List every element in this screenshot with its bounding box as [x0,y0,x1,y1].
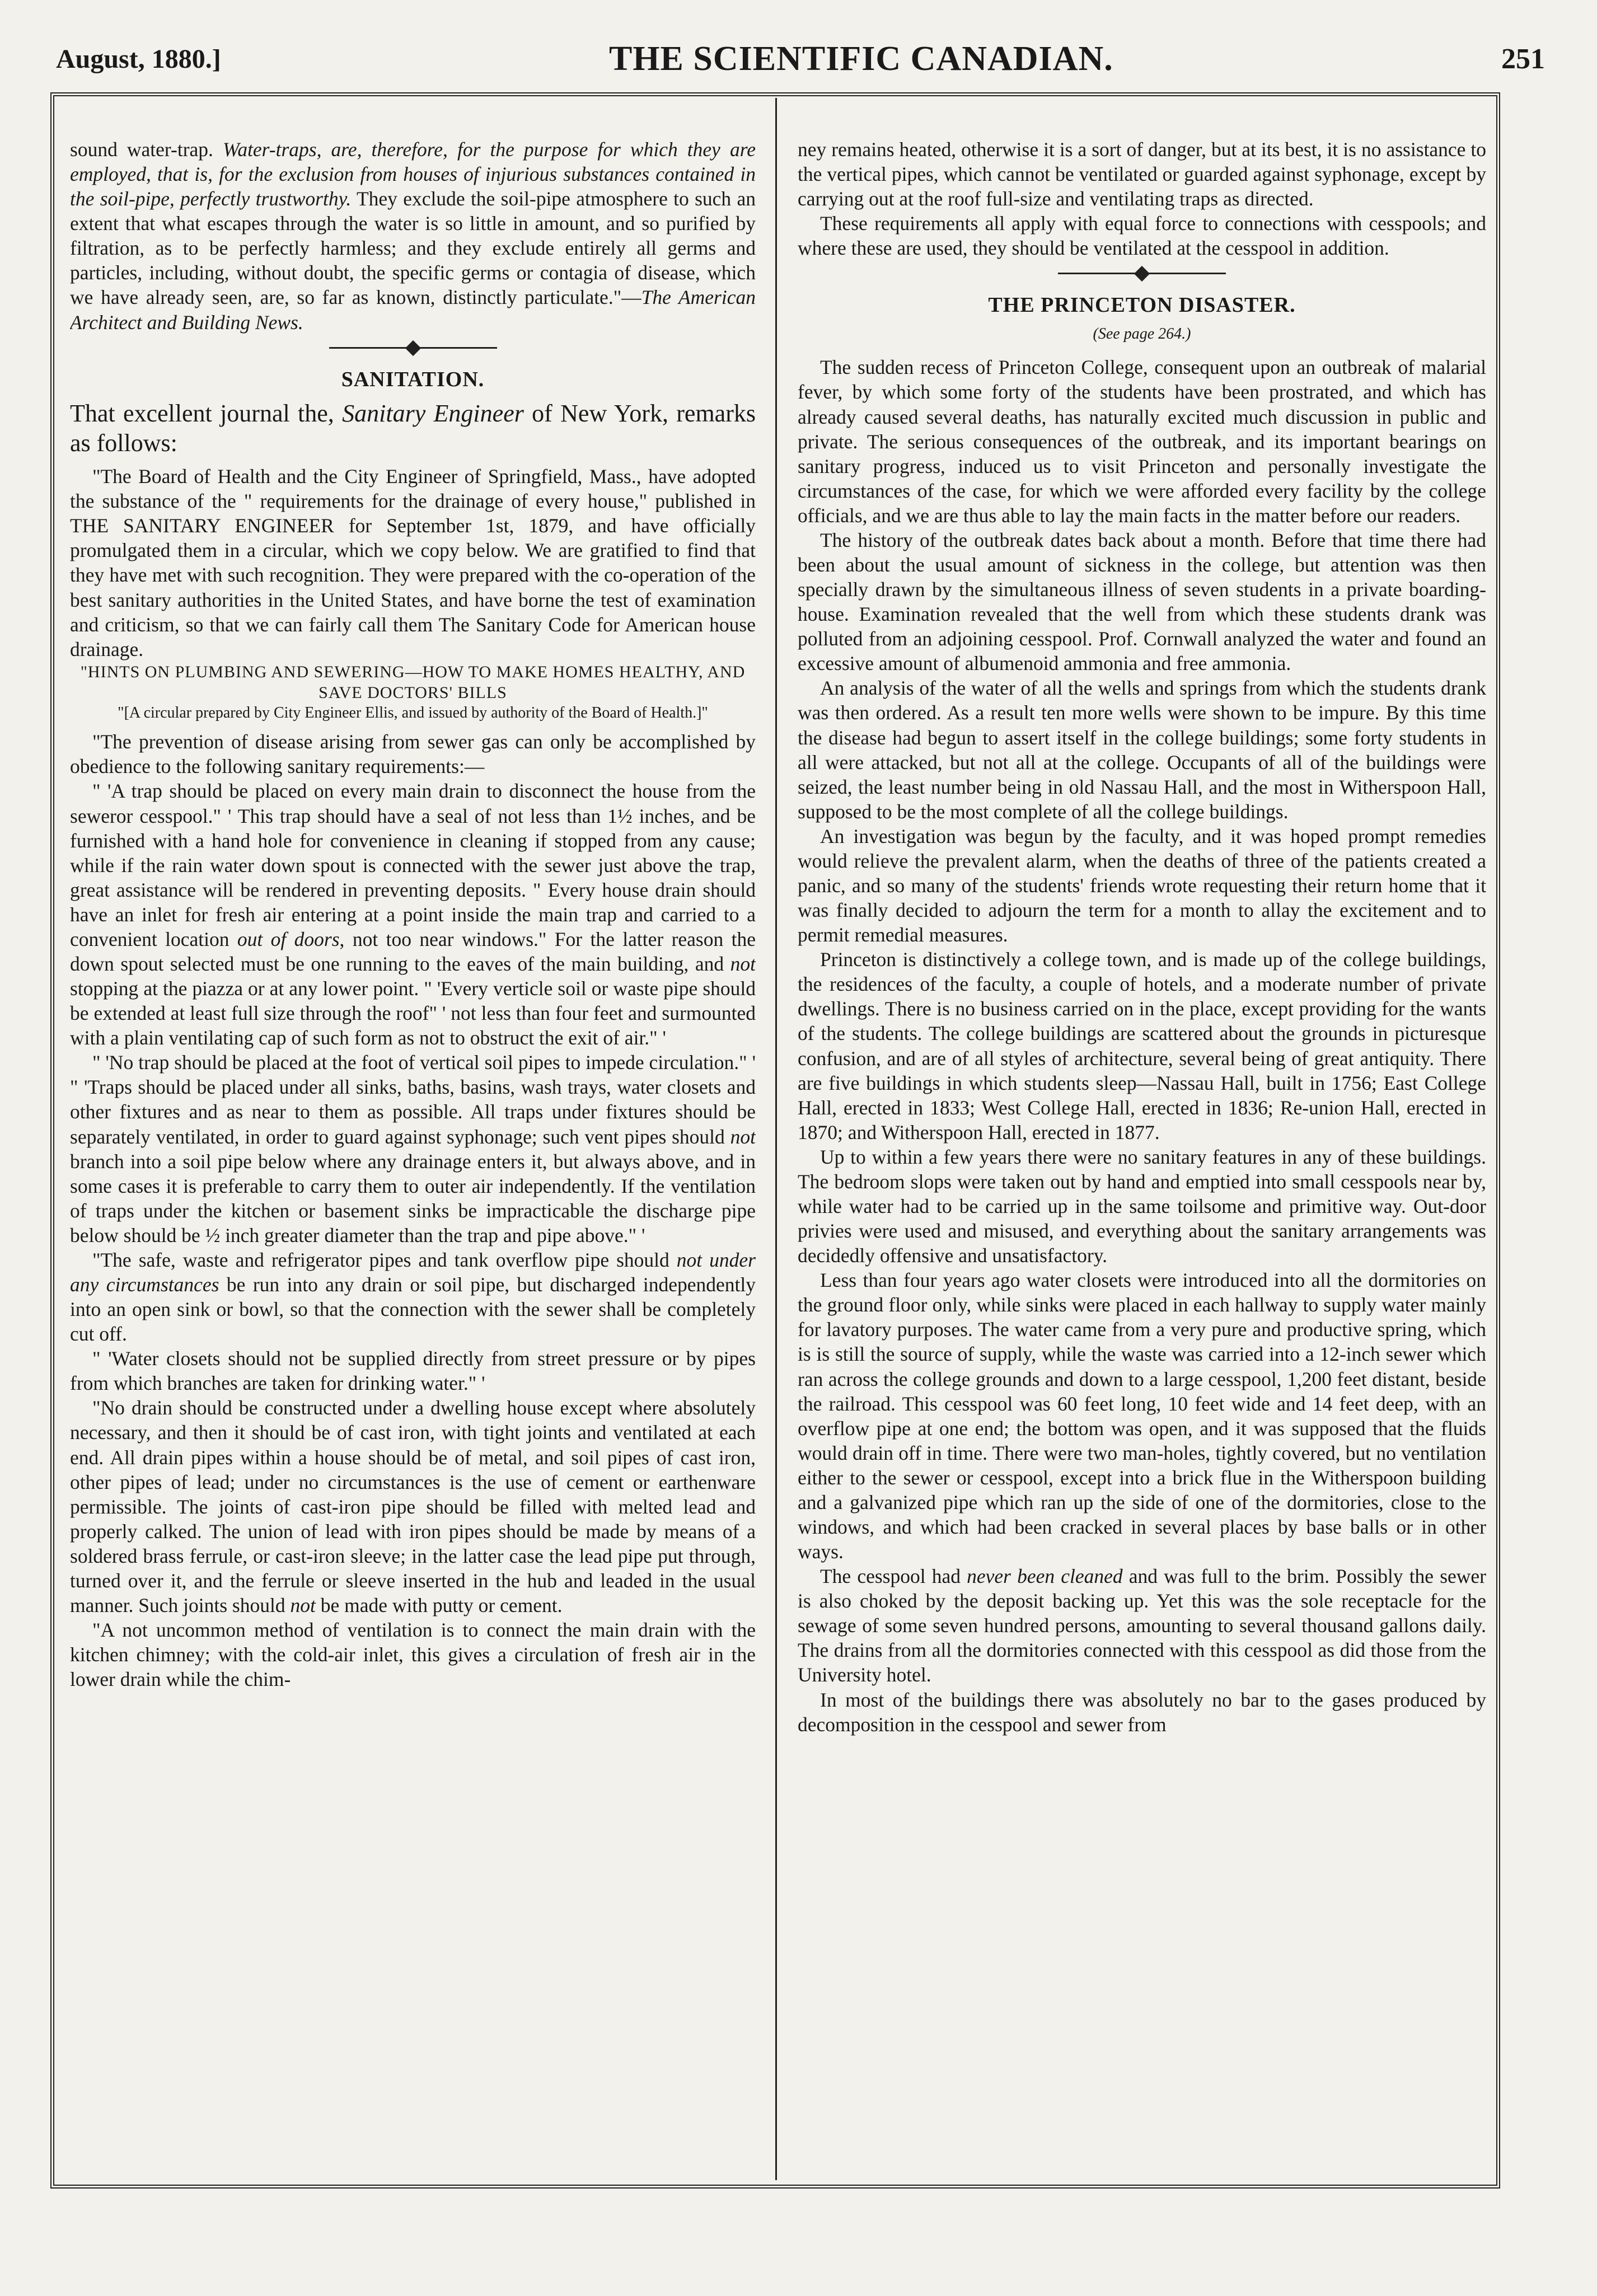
emphasis-text: not [290,1594,316,1617]
text-run: be run into any drain or soil pipe, but discharged independently into an open sink or bowl, so that the connection with the sewer shall be completely cut off. [70,1273,756,1346]
paragraph [70,1248,756,1346]
right-column [798,137,1486,2175]
paragraph: The history of the outbreak dates back about a month. Before that time there had been about the usual amount of sickness in the college, but attention was then specially drawn by the simultaneous illness of seven students in a private boarding-house. Examination revealed that the well from which these students drank was polluted from an adjoining cesspool. Prof. Cornwall analyzed the water and found an excessive amount of albumenoid ammonia and free ammonia. [798,528,1486,675]
paragraph: "The prevention of disease arising from sewer gas can only be accomplished by obedience to the following sanitary requirements:— [70,730,756,778]
left-column [70,137,756,2175]
emphasis-text: out of doors [237,927,340,950]
text-run: "No drain should be constructed under a dwelling house except where absolutely necessary, and then it should be of cast iron, with tight joints and ventilated at each end. All drain pipes within a house should be of metal, and soil pipes of cast iron, other pipes of lead; under no circumstances is the use of cement or earthenware permissible. The joints of cast-iron pipe should be filled with melted lead and properly calked. The union of lead with iron pipes should be made by means of a soldered brass ferrule, or cast-iron sleeve; in the latter case the lead pipe put through, turned over it, and the ferrule or sleeve inserted in the hub and leaded in the usual manner. Such joints should [70,1397,756,1617]
text-run: of New York, remarks as follows: [70,399,756,457]
paragraph: Less than four years ago water closets were introduced into all the dormitories on the ground floor only, while sinks were placed in each hallway to supply water mainly for lavatory purposes. The water came from a very pure and productive spring, which is is still the source of supply, while the waste was carried into a 12-inch sewer which ran across the college grounds and down to a large cesspool, 1,200 feet distant, beside the railroad. This cesspool was 60 feet long, 10 feet wide and 14 feet deep, with an overflow pipe at one end; the bottom was open, and it was supposed that the fluids would drain off in time. There were two man-holes, tightly covered, but no ventilation either to the sewer or cesspool, except into a brick flue in the Witherspoon building and a galvanized pipe which ran up the side of one of the dormitories, close to the windows, and which had been cracked in several places by base balls or in other ways. [798,1269,1486,1563]
text-run: branch into a soil pipe below where any drainage enters it, but always above, and in some cases it is preferable to carry them to outer air independently. If the ventilation of traps under the kitchen or basement sinks be impracticable the discharge pipe below should be ½ inch greater diameter than the trap and pipe above." ' [70,1150,756,1247]
column-divider [775,98,777,2180]
paragraph: An analysis of the water of all the wells and springs from which the students drank was then ordered. As a result ten more wells were shown to be impure. By this time the disease had begun to assert itself in the college buildings; some forty students in all were attacked, but not all at the college. Occupants of all of the buildings were seized, the least number being in old Nassau Hall, and the most in Witherspoon Hall, supposed to be the most complete of all the college buildings. [798,677,1486,823]
emphasis-text: not [730,1125,756,1148]
paragraph [70,1050,756,1248]
text-run: "The safe, waste and refrigerator pipes and tank overflow pipe should [92,1248,677,1271]
paragraph: The sudden recess of Princeton College, consequent upon an outbreak of malarial fever, by which some forty of the students have been prostrated, and which has already caused several deaths, has naturally excited much discussion in public and private. The serious consequences of the outbreak, and its important bearings on sanitary progress, induced us to visit Princeton and personally investigate the circumstances of the case, for which we were afforded every facility by the college officials, and we are thus able to lay the main facts in the matter before our readers. [798,356,1486,527]
paragraph: " 'Water closets should not be supplied directly from street pressure or by pipes from which branches are taken for drinking water." ' [70,1347,756,1395]
text-run: be made with putty or cement. [315,1594,563,1617]
paragraph [70,779,756,1050]
text-run: The cesspool had [820,1565,967,1588]
paragraph [798,1564,1486,1687]
text-run: and was full to the brim. Possibly the sewer is also choked by the deposit backing up. Yet this was the sole receptacle for the sewage of some seven hundred persons, amounting to several thousand gallons daily. The drains from all the dormitories connected with this cesspool as did those from the University hotel. [798,1565,1486,1686]
text-run: " 'A trap should be placed on every main drain to disconnect the house from the seweror cesspool." ' This trap should have a seal of not less than 1½ inches, and be furnished with a hand hole for convenience in cleaning if stopped from any cause; while if the rain water down spout is connected with the sewer just above the trap, great assistance will be rendered in preventing deposits. " Every house drain should have an inlet for fresh air entering at a point inside the main trap and carried to a convenient location [70,780,756,950]
issue-date: August, 1880.] [56,44,221,74]
text-run: They exclude the soil-pipe atmosphere to such an extent that what escapes through the water is so little in amount, and so purified by filtration, as to be perfectly harmless; and they exclude entirely all germs and particles, including, without doubt, the specific germs or contagia of disease, which we have already seen, are, so far as known, distinctly particulate."— [70,188,756,309]
page-number: 251 [1501,43,1545,75]
paragraph: Princeton is distinctively a college town, and is made up of the college buildings, the residences of the faculty, a couple of hotels, and a moderate number of private dwellings. There is no business carried on in the place, except providing for the wants of the students. The college buildings are scattered about the grounds in picturesque confusion, and are of all styles of architecture, several being of great antiquity. There are five buildings in which students sleep—Nassau Hall, built in 1756; East College Hall, erected in 1833; West College Hall, erected in 1836; Re-union Hall, erected in 1870; and Witherspoon Hall, erected in 1877. [798,948,1486,1144]
see-page-reference: (See page 264.) [1093,325,1191,343]
paragraph: An investigation was begun by the faculty, and it was hoped prompt remedies would relieve the prevalent alarm, when the deaths of three of the patients created a panic, and so many of the students' friends wrote requesting their return home that it was finally decided to adjourn the term for a month to allay the excitement and to permit remedial measures. [798,824,1486,946]
text-run: , not too near windows." For the latter reason the down spout selected must be one running to the eaves of the main building, and [70,927,756,975]
section-divider [1058,273,1226,274]
section-heading-sanitation: SANITATION. [341,367,485,391]
text-run: " 'No trap should be placed at the foot of vertical soil pipes to impede circulation." ' " 'Traps should be placed under all sinks, baths, basins, wash trays, water closets and other fixtures and as near to them as possible. All traps under fixtures should be separately ventilated, in order to guard against syphonage; such vent pipes should [70,1051,756,1148]
circular-heading: "HINTS ON PLUMBING AND SEWERING—HOW TO MAKE HOMES HEALTHY, AND SAVE DOCTORS' BILLS [80,662,746,702]
source-citation: The American Architect and Building News. [70,286,756,334]
section-divider [329,347,497,349]
text-run: stopping at the piazza or at any lower point. " 'Every verticle soil or waste pipe should be extended at least full size through the roof" ' not less than four feet and surmounted with a plain ventilating cap of such form as not to obstruct the exit of air." ' [70,977,756,1049]
paragraph [70,1395,756,1618]
paragraph: These requirements all apply with equal force to connections with cesspools; and where these are used, they should be ventilated at the cesspool in addition. [798,212,1486,260]
emphasis-text: Water-traps, are, therefore, for the purpose for which they are employed, that is, for the exclusion from houses of injurious substances contained in the soil-pipe, perfectly trustworthy. [70,138,756,210]
lead-paragraph [70,399,756,458]
journal-name: Sanitary Engineer [342,399,524,427]
paragraph: ney remains heated, otherwise it is a sort of danger, but at its best, it is no assistance to the vertical pipes, which cannot be ventilated or guarded against syphonage, except by carrying out at the roof full-size and ventilating traps as directed. [798,138,1486,210]
emphasis-text: not [730,952,756,975]
paragraph: In most of the buildings there was absolutely no bar to the gases produced by decomposition in the cesspool and sewer from [798,1688,1486,1736]
publication-title: THE SCIENTIFIC CANADIAN. [608,39,1113,78]
emphasis-text: not under any circumstances [70,1248,756,1296]
text-run: That excellent journal the, [70,399,343,427]
section-heading-princeton: THE PRINCETON DISASTER. [988,293,1296,317]
paragraph: "The Board of Health and the City Engineer of Springfield, Mass., have adopted the substance of the " requirements for the drainage of every house," published in THE SANITARY ENGINEER for September 1st, 1879, and have officially promulgated them in a circular, which we copy below. We are gratified to find that they have met with such recognition. They were prepared with the co-operation of the best sanitary authorities in the United States, and have borne the test of examination and criticism, so that we can fairly call them The Sanitary Code for American house drainage. [70,465,756,660]
paragraph: Up to within a few years there were no sanitary features in any of these buildings. The bedroom slops were taken out by hand and emptied into small cesspools near by, while water had to be carried up in the same toilsome and primitive way. Out-door privies were used and misused, and everything about the sanitary arrangements was decidedly offensive and unsatisfactory. [798,1145,1486,1267]
article-continuation [70,137,756,335]
page-header [56,34,1545,84]
text-run: sound water-trap. [70,138,223,161]
emphasis-text: never been cleaned [967,1565,1123,1588]
circular-note: "[A circular prepared by City Engineer Ellis, and issued by authority of the Board of Health.]" [118,704,708,722]
paragraph: "A not uncommon method of ventilation is to connect the main drain with the kitchen chimney; with the cold-air inlet, this gives a circulation of fresh air in the lower drain while the chim- [70,1619,756,1691]
